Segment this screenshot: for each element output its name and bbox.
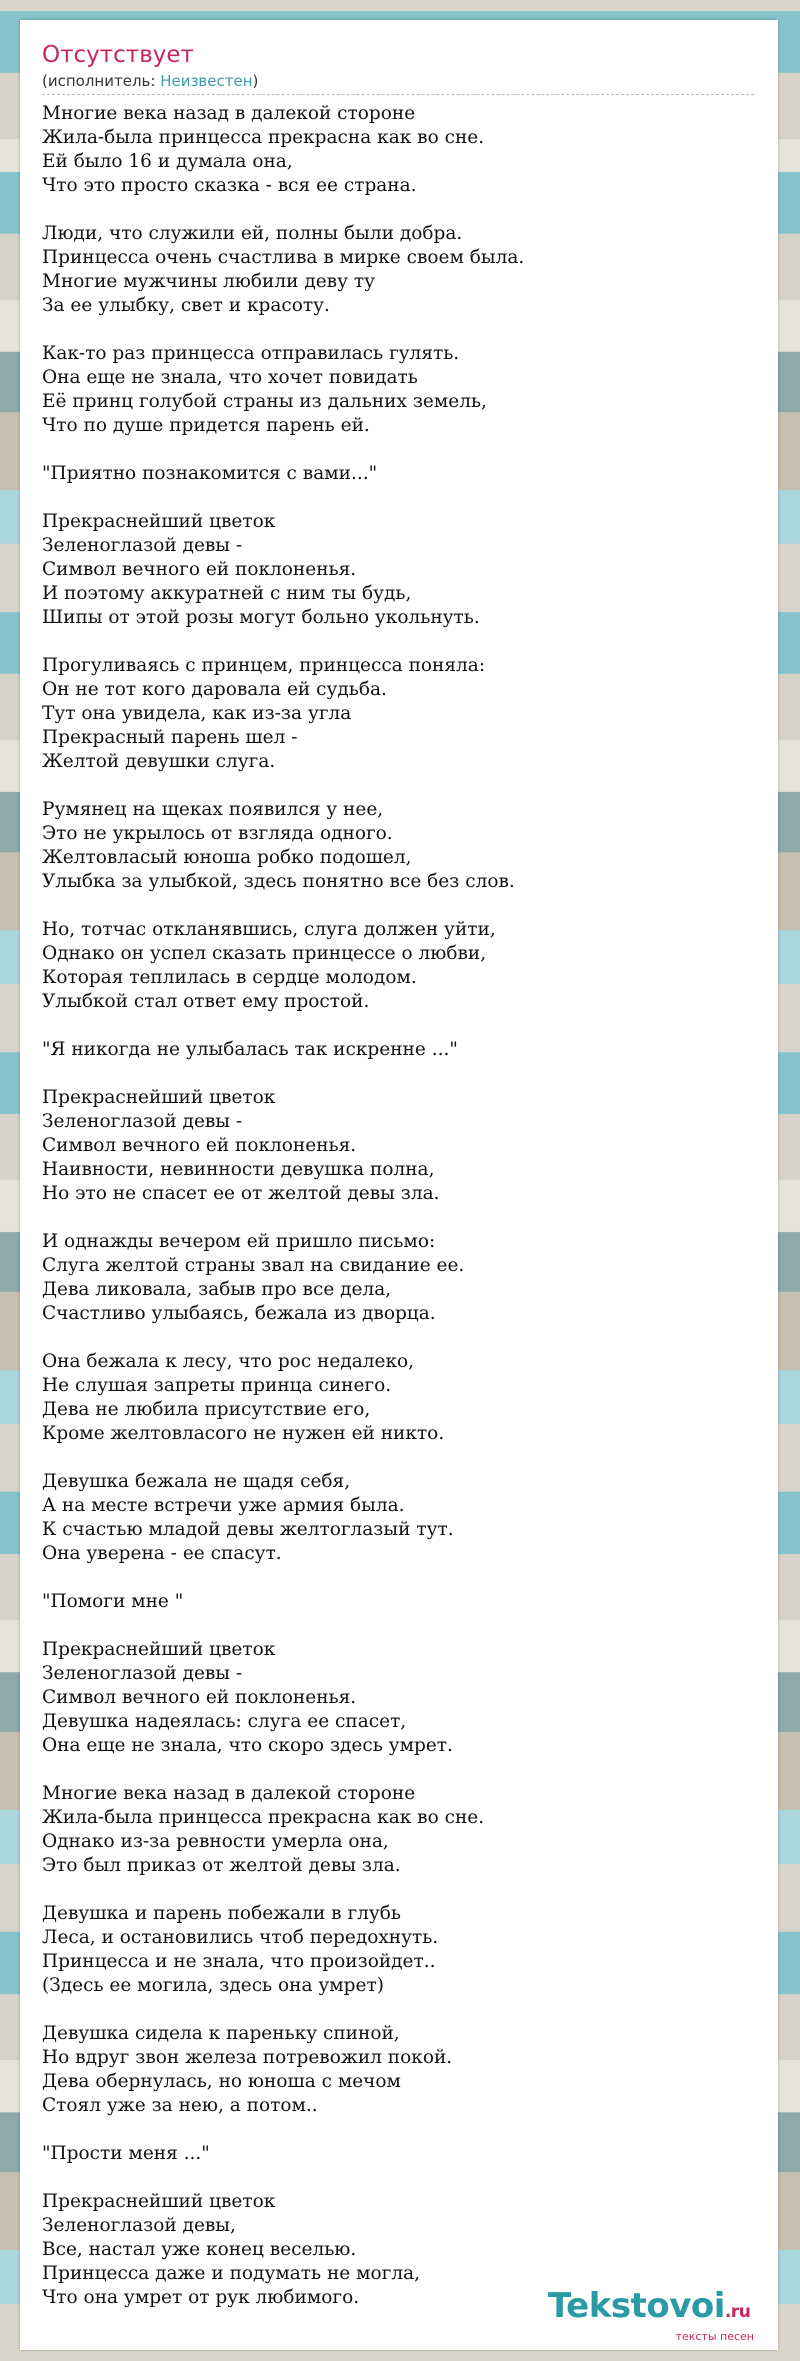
artist-prefix: (исполнитель:: [42, 72, 161, 90]
lyrics-line: Румянец на щеках появился у нее,: [42, 799, 384, 820]
lyrics-line: Принцесса даже и подумать не могла,: [42, 2263, 420, 2284]
lyrics-stanza: [42, 654, 754, 774]
lyrics-stanza: [42, 1038, 754, 1062]
lyrics-line: Однако из-за ревности умерла она,: [42, 1831, 389, 1852]
lyrics-line: Все, настал уже конец веселью.: [42, 2239, 357, 2260]
lyrics-line: Она еще не знала, что хочет повидать: [42, 367, 418, 388]
lyrics-line: Что по душе придется парень ей.: [42, 415, 370, 436]
lyrics-text: [42, 102, 754, 2334]
lyrics-line: (Здесь ее могила, здесь она умрет): [42, 1975, 384, 1996]
lyrics-line: Она уверена - ее спасут.: [42, 1543, 282, 1564]
logo-tagline: тексты песен: [675, 2330, 754, 2343]
lyrics-line: Девушка и парень побежали в глубь: [42, 1903, 402, 1924]
lyrics-line: Это не укрылось от взгляда одного.: [42, 823, 393, 844]
lyrics-line: Однако он успел сказать принцессе о любви,: [42, 943, 487, 964]
lyrics-line: Шипы от этой розы могут больно укольнуть.: [42, 607, 480, 628]
lyrics-line: Как-то раз принцесса отправилась гулять.: [42, 343, 460, 364]
lyrics-line: Что это просто сказка - вся ее страна.: [42, 175, 417, 196]
logo-wordmark: [548, 2288, 768, 2330]
lyrics-line: Принцесса и не знала, что произойдет..: [42, 1951, 436, 1972]
artist-suffix: ): [252, 72, 259, 90]
lyrics-stanza: [42, 798, 754, 894]
lyrics-stanza: [42, 2022, 754, 2118]
lyrics-line: За ее улыбку, свет и красоту.: [42, 295, 330, 316]
lyrics-line: Зеленоглазой девы -: [42, 535, 243, 556]
lyrics-line: Зеленоглазой девы -: [42, 1663, 243, 1684]
lyrics-line: "Помоги мне ": [42, 1591, 184, 1612]
lyrics-line: Дева ликовала, забыв про все дела,: [42, 1279, 392, 1300]
lyrics-line: Девушка надеялась: слуга ее спасет,: [42, 1711, 407, 1732]
lyrics-line: Жила-была принцесса прекрасна как во сне.: [42, 1807, 485, 1828]
lyrics-line: Улыбка за улыбкой, здесь понятно все без слов.: [42, 871, 515, 892]
lyrics-line: Но это не спасет ее от желтой девы зла.: [42, 1183, 440, 1204]
artist-line: [42, 71, 754, 95]
lyrics-line: А на месте встречи уже армия была.: [42, 1495, 405, 1516]
lyrics-stanza: [42, 102, 754, 198]
lyrics-line: Прекрасный парень шел -: [42, 727, 298, 748]
lyrics-stanza: [42, 510, 754, 630]
lyrics-stanza: [42, 918, 754, 1014]
lyrics-stanza: [42, 1638, 754, 1758]
artist-link[interactable]: Неизвестен: [160, 72, 253, 90]
lyrics-line: Многие века назад в далекой стороне: [42, 103, 416, 124]
lyrics-line: Которая теплилась в сердце молодом.: [42, 967, 417, 988]
lyrics-line: Ей было 16 и думала она,: [42, 151, 293, 172]
lyrics-line: Зеленоглазой девы -: [42, 1111, 243, 1132]
lyrics-line: "Приятно познакомится с вами...": [42, 463, 378, 484]
lyrics-line: Прекраснейший цветок: [42, 511, 276, 532]
lyrics-line: Он не тот кого даровала ей судьба.: [42, 679, 387, 700]
lyrics-line: Символ вечного ей поклоненья.: [42, 1687, 357, 1708]
lyrics-line: Символ вечного ей поклоненья.: [42, 1135, 357, 1156]
lyrics-line: Принцесса очень счастлива в мирке своем была.: [42, 247, 525, 268]
lyrics-stanza: [42, 222, 754, 318]
lyrics-line: Прекраснейший цветок: [42, 1639, 276, 1660]
lyrics-stanza: [42, 1590, 754, 1614]
lyrics-line: Жила-была принцесса прекрасна как во сне.: [42, 127, 485, 148]
lyrics-line: Но вдруг звон железа потревожил покой.: [42, 2047, 453, 2068]
song-header: [42, 40, 754, 95]
lyrics-line: И поэтому аккуратней с ним ты будь,: [42, 583, 412, 604]
lyrics-line: Её принц голубой страны из дальних земель,: [42, 391, 487, 412]
lyrics-line: Счастливо улыбаясь, бежала из дворца.: [42, 1303, 436, 1324]
lyrics-line: Прекраснейший цветок: [42, 2191, 276, 2212]
lyrics-stanza: [42, 1350, 754, 1446]
lyrics-line: Желтой девушки слуга.: [42, 751, 276, 772]
lyrics-stanza: [42, 1086, 754, 1206]
lyrics-page: [20, 20, 778, 2350]
lyrics-stanza: [42, 1230, 754, 1326]
lyrics-stanza: [42, 1470, 754, 1566]
lyrics-line: Она бежала к лесу, что рос недалеко,: [42, 1351, 415, 1372]
lyrics-line: Стоял уже за нею, а потом..: [42, 2095, 318, 2116]
logo-tld: .ru: [724, 2302, 751, 2322]
lyrics-stanza: [42, 2142, 754, 2166]
lyrics-line: Девушка сидела к пареньку спиной,: [42, 2023, 400, 2044]
lyrics-line: Прекраснейший цветок: [42, 1087, 276, 1108]
lyrics-line: И однажды вечером ей пришло письмо:: [42, 1231, 436, 1252]
lyrics-line: Зеленоглазой девы,: [42, 2215, 236, 2236]
lyrics-stanza: [42, 342, 754, 438]
lyrics-line: Улыбкой стал ответ ему простой.: [42, 991, 370, 1012]
lyrics-stanza: [42, 1782, 754, 1878]
lyrics-line: Дева не любила присутствие его,: [42, 1399, 371, 1420]
lyrics-stanza: [42, 1902, 754, 1998]
lyrics-line: Но, тотчас откланявшись, слуга должен уйти,: [42, 919, 496, 940]
lyrics-line: Многие века назад в далекой стороне: [42, 1783, 416, 1804]
lyrics-line: Желтовласый юноша робко подошел,: [42, 847, 412, 868]
tekstovoi-logo[interactable]: [548, 2288, 768, 2344]
lyrics-line: Люди, что служили ей, полны были добра.: [42, 223, 463, 244]
lyrics-line: Кроме желтовласого не нужен ей никто.: [42, 1423, 445, 1444]
lyrics-line: Не слушая запреты принца синего.: [42, 1375, 392, 1396]
lyrics-line: Дева обернулась, но юноша с мечом: [42, 2071, 401, 2092]
logo-name: Tekstovoi: [548, 2286, 725, 2326]
song-title: Отсутствует: [42, 42, 194, 68]
lyrics-line: Прогуливаясь с принцем, принцесса поняла:: [42, 655, 486, 676]
lyrics-line: Наивности, невинности девушка полна,: [42, 1159, 435, 1180]
lyrics-line: Это был приказ от желтой девы зла.: [42, 1855, 401, 1876]
lyrics-line: Тут она увидела, как из-за угла: [42, 703, 352, 724]
lyrics-line: К счастью младой девы желтоглазый тут.: [42, 1519, 454, 1540]
lyrics-line: Она еще не знала, что скоро здесь умрет.: [42, 1735, 453, 1756]
lyrics-line: Многие мужчины любили деву ту: [42, 271, 375, 292]
lyrics-stanza: [42, 462, 754, 486]
lyrics-line: Девушка бежала не щадя себя,: [42, 1471, 351, 1492]
lyrics-line: Слуга желтой страны звал на свидание ее.: [42, 1255, 465, 1276]
lyrics-line: Что она умрет от рук любимого.: [42, 2287, 360, 2308]
lyrics-line: "Я никогда не улыбалась так искренне ...": [42, 1039, 458, 1060]
lyrics-line: Леса, и остановились чтоб передохнуть.: [42, 1927, 439, 1948]
lyrics-line: "Прости меня ...": [42, 2143, 210, 2164]
lyrics-line: Символ вечного ей поклоненья.: [42, 559, 357, 580]
